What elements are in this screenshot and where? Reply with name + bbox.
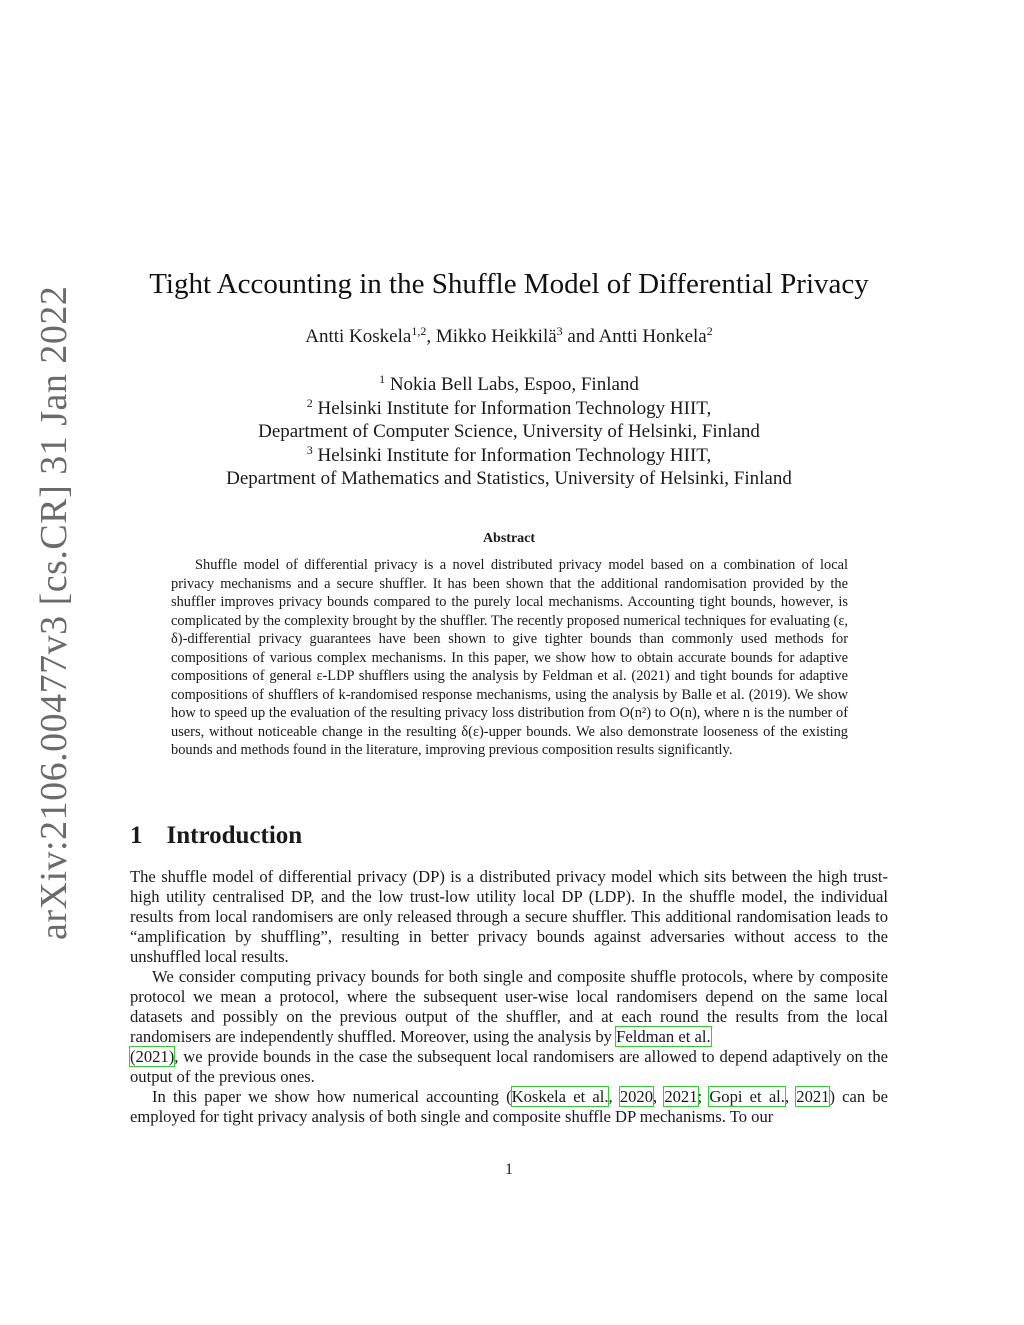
abstract-heading: Abstract — [482, 531, 536, 546]
paragraph-text: We consider computing privacy bounds for both single and composite shuffle protocols, where by composite protocol we mean a protocol, where the subsequent user-wise local randomisers depend on the same local datasets and possibly on the previous output of the shuffler, and at each round the results from the local randomisers are independently shuffled. Moreover, using the analysis by — [130, 967, 888, 1046]
affiliation-text: Department of Computer Science, University of Helsinki, Finland — [258, 421, 760, 442]
affiliation-line — [0, 420, 1018, 444]
paragraph-text: , we provide bounds in the case the subsequent local randomisers are allowed to depend adaptively on the output of the previous ones. — [130, 1047, 888, 1086]
citation-link-feldman-year[interactable]: (2021) — [130, 1047, 175, 1066]
author-honkela: Antti Honkela — [598, 326, 707, 347]
citation-link-koskela-2020[interactable]: 2020 — [619, 1087, 653, 1106]
author-separator: , — [426, 326, 436, 347]
affiliation-text: Helsinki Institute for Information Technology HIIT, — [312, 444, 712, 466]
author-koskela: Antti Koskela — [305, 326, 412, 347]
paragraph: The shuffle model of differential privacy (DP) is a distributed privacy model which sits between the high trust-high utility centralised DP, and the low trust-low utility local DP (LDP). In the shuffle model, the individual results from local randomisers are only released through a secure shuffler. This additional randomisation leads to “amplification by shuffling”, resulting in better privacy bounds against adversaries without access to the unshuffled local results. — [130, 867, 888, 966]
citation-separator: ; — [697, 1087, 710, 1106]
author-heikkila-affil: 3 — [556, 324, 563, 338]
section-number: 1 — [130, 822, 143, 849]
author-koskela-affil: 1,2 — [411, 324, 427, 338]
section-title: Introduction — [166, 822, 303, 849]
citation-link-gopi-2021[interactable]: 2021 — [796, 1087, 830, 1106]
author-separator: and — [562, 326, 599, 347]
paragraph — [130, 967, 888, 1087]
affiliation-line — [0, 397, 1018, 421]
affiliation-text: Nokia Bell Labs, Espoo, Finland — [385, 374, 639, 395]
author-honkela-affil: 2 — [706, 324, 713, 338]
affiliation-line — [0, 467, 1018, 491]
author-heikkila: Mikko Heikkilä — [435, 326, 557, 347]
section-heading-introduction — [130, 822, 302, 850]
page-number: 1 — [505, 1161, 513, 1178]
citation-link-feldman[interactable]: Feldman et al. — [616, 1027, 711, 1046]
citation-link-koskela[interactable]: Koskela et al. — [511, 1087, 609, 1106]
paragraph-text: In this paper we show how numerical accounting ( — [152, 1087, 512, 1106]
affiliation-marker: 1 — [379, 372, 386, 386]
affiliation-line — [0, 444, 1018, 468]
introduction-body — [130, 867, 888, 1127]
affiliation-text: Department of Mathematics and Statistics, University of Helsinki, Finland — [226, 468, 792, 489]
author-list — [0, 326, 1018, 348]
citation-separator: , — [653, 1087, 665, 1106]
affiliations — [0, 373, 1018, 491]
affiliation-text: Helsinki Institute for Information Technology HIIT, — [312, 397, 712, 419]
citation-separator: , — [608, 1087, 620, 1106]
citation-link-gopi[interactable]: Gopi et al. — [709, 1087, 785, 1106]
citation-separator: , — [784, 1087, 797, 1106]
affiliation-line — [0, 373, 1018, 397]
affiliation-marker: 3 — [306, 442, 313, 457]
arxiv-identifier: arXiv:2106.00477v3 [cs.CR] 31 Jan 2022 — [33, 285, 75, 940]
citation-link-koskela-2021[interactable]: 2021 — [664, 1087, 698, 1106]
paper-title: Tight Accounting in the Shuffle Model of Differential Privacy — [149, 268, 869, 300]
affiliation-marker: 2 — [306, 395, 313, 410]
abstract-body: Shuffle model of differential privacy is a novel distributed privacy model based on a combination of local privacy mechanisms and a secure shuffler. It has been shown that the additional randomisation provided by the shuffler improves privacy bounds compared to the purely local mechanisms. Accounting tight bounds, however, is complicated by the complexity brought by the shuffler. The recently proposed numerical techniques for evaluating (ε, δ)-differential privacy guarantees have been shown to give tighter bounds than commonly used methods for compositions of various complex mechanisms. In this paper, we show how to obtain accurate bounds for adaptive compositions of general ε-LDP shufflers using the analysis by Feldman et al. (2021) and tight bounds for adaptive compositions of shufflers of k-randomised response mechanisms, using the analysis by Balle et al. (2019). We show how to speed up the evaluation of the resulting privacy loss distribution from O(n²) to O(n), where n is the number of users, without noticeable change in the resulting δ(ε)-upper bounds. We also demonstrate looseness of the existing bounds and methods found in the literature, improving previous composition results significantly. — [171, 557, 848, 758]
paragraph — [130, 1087, 888, 1127]
paragraph-text: ) can be employed for tight privacy analysis of both single and composite shuffle DP mechanisms. To our — [130, 1087, 889, 1126]
